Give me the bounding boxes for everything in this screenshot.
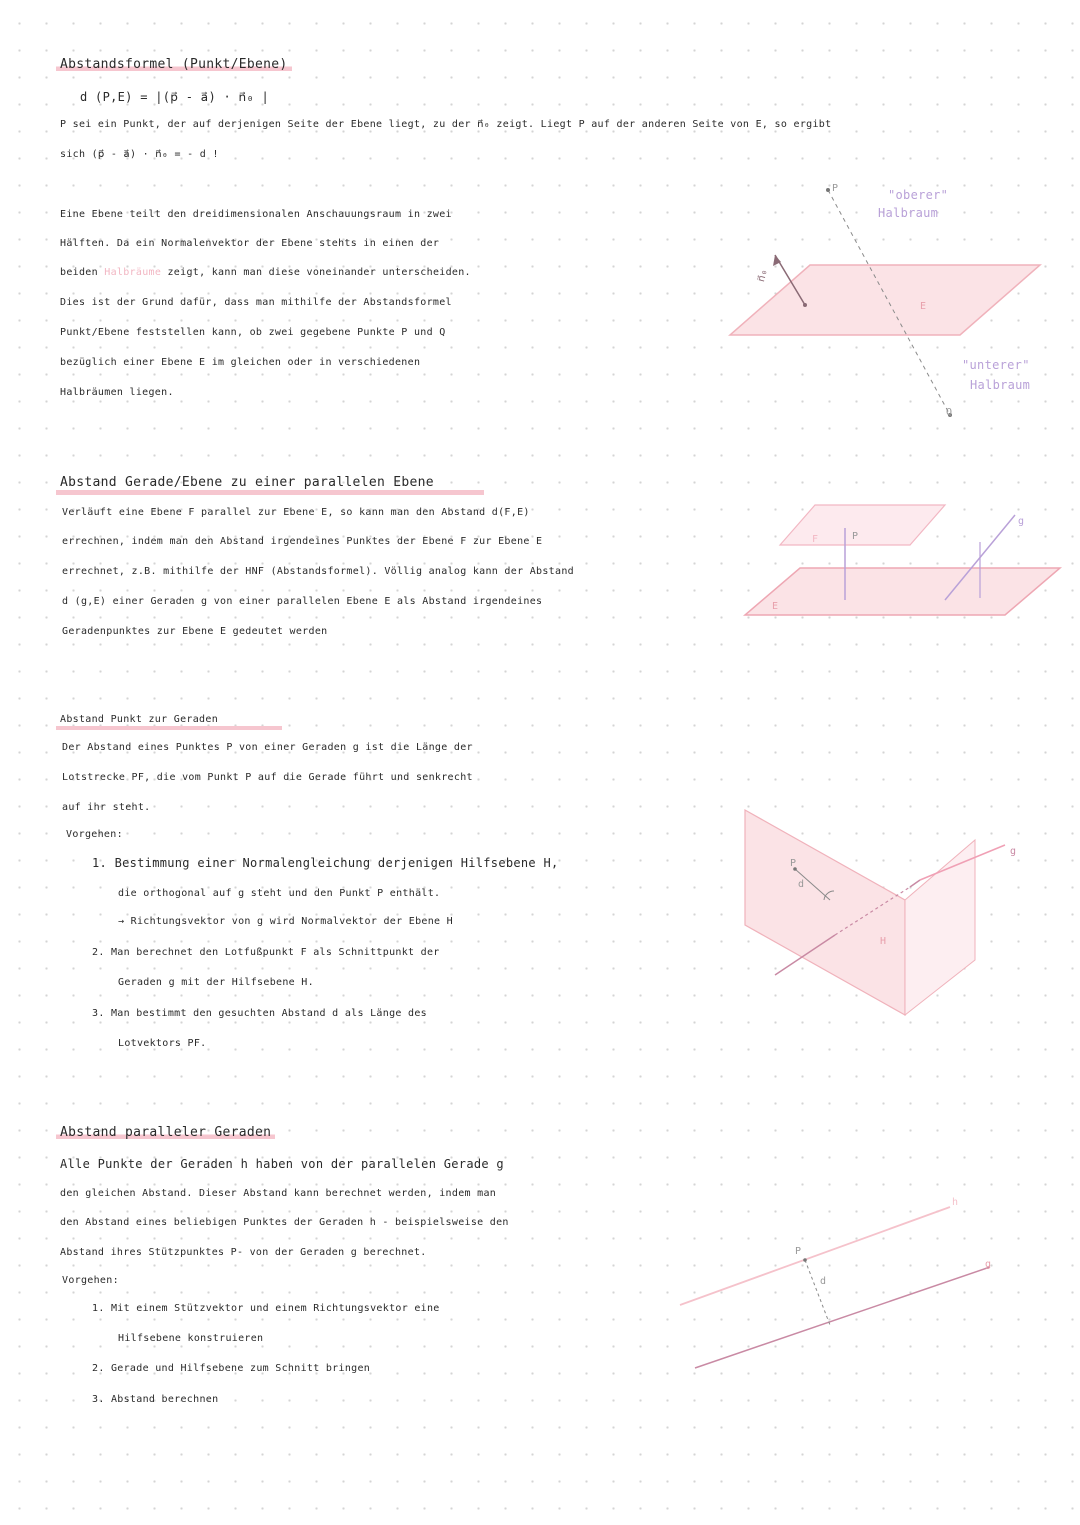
sec5-line-4: Abstand ihres Stützpunktes P- von der Geraden g berechnet. (60, 1247, 427, 1258)
line-h (680, 1207, 950, 1305)
section-title-parallele-geraden: Abstand paralleler Geraden (60, 1126, 275, 1140)
parallel-lines-diagram (670, 1195, 1070, 1370)
title-underline (56, 490, 484, 495)
sec4-step-2b: Geraden g mit der Hilfsebene H. (118, 977, 314, 988)
point-line-diagram (740, 805, 1070, 1020)
sec2-line-1: Eine Ebene teilt den dreidimensionalen Anschauungsraum in zwei (60, 209, 452, 220)
label-n0: n⃗₀ (755, 267, 770, 284)
sec5-step-1a: 1. Mit einem Stützvektor und einem Richtungsvektor eine (92, 1303, 440, 1314)
sec3-line-3: errechnet, z.B. mithilfe der HNF (Abstandsformel). Völlig analog kann der Abstand (62, 566, 574, 577)
sec4-step-2a: 2. Man berechnet den Lotfußpunkt F als Schnittpunkt der (92, 947, 440, 958)
label-d-pointline: d (798, 879, 805, 890)
sec4-line-3: auf ihr steht. (62, 802, 151, 813)
sec1-text-line-2: sich (p⃗ - a⃗) · n⃗₀ = - d ! (60, 149, 219, 160)
sec4-step-1a: 1. Bestimmung einer Normalengleichung derjenigen Hilfsebene H, (92, 856, 559, 870)
sec4-line-2: Lotstrecke PF, die vom Punkt P auf die Gerade führt und senkrecht (62, 772, 473, 783)
sec2-line-3-c: zeigt, kann man diese voneinander unterscheiden. (167, 267, 471, 278)
section-title-abstandsformel: Abstandsformel (Punkt/Ebene) (60, 58, 292, 72)
section-title-gerade-ebene: Abstand Gerade/Ebene zu einer parallelen Ebene (60, 475, 434, 490)
title-underline-4 (56, 726, 282, 730)
label-h-parallel: h (952, 1197, 959, 1208)
section-title-punkt-gerade: Abstand Punkt zur Geraden (60, 714, 219, 725)
sec2-line-5: Punkt/Ebene feststellen kann, ob zwei gegebene Punkte P und Q (60, 327, 446, 338)
sec2-line-2: Hälften. Da ein Normalenvektor der Ebene stehts in einen der (60, 238, 440, 249)
label-halbraum-lower: Halbraum (970, 378, 1031, 392)
plane-e-lower (745, 568, 1060, 615)
sec4-line-1: Der Abstand eines Punktes P von einer Geraden g ist die Länge der (62, 742, 473, 753)
plane-f (780, 505, 945, 545)
distance-d (805, 1260, 830, 1325)
label-p-parallel: P (795, 1246, 802, 1257)
label-g-pointline: g (1010, 846, 1017, 857)
formula-distance-point-plane: d (P,E) = |(p⃗ - a⃗) · n⃗₀ | (80, 90, 270, 104)
line-g-parallel (695, 1267, 990, 1368)
sec5-line-1: Alle Punkte der Geraden h haben von der parallelen Gerade g (60, 1157, 504, 1171)
sec5-step-2: 2. Gerade und Hilfsebene zum Schnitt bringen (92, 1363, 371, 1374)
hilfsebene-h (745, 810, 905, 1015)
sec3-line-1: Verläuft eine Ebene F parallel zur Ebene E, so kann man den Abstand d(F,E) (62, 507, 530, 518)
sec2-line-4: Dies ist der Grund dafür, dass man mithilfe der Abstandsformel (60, 297, 452, 308)
sec2-line-3-a: beiden (60, 267, 98, 278)
sec5-line-3: den Abstand eines beliebigen Punktes der Geraden h - beispielsweise den (60, 1217, 509, 1228)
sec5-step-1b: Hilfsebene konstruieren (118, 1333, 264, 1344)
label-halbraum-upper: Halbraum (878, 206, 939, 220)
label-oberer: "oberer" (888, 188, 949, 202)
sec2-line-6: bezüglich einer Ebene E im gleichen oder in verschiedenen (60, 357, 421, 368)
halbraeume-highlight: Halbräume (104, 267, 162, 278)
sec5-step-3: 3. Abstand berechnen (92, 1394, 219, 1405)
label-g-planes: g (1018, 516, 1025, 527)
label-h-pointline: H (880, 936, 887, 947)
label-e-halfspace: E (920, 301, 927, 312)
sec4-vorgehen: Vorgehen: (66, 829, 123, 840)
sec4-step-3a: 3. Man bestimmt den gesuchten Abstand d als Länge des (92, 1008, 427, 1019)
point-p (826, 188, 830, 192)
plane-e (730, 265, 1040, 335)
label-e-planes: E (772, 601, 779, 612)
sec4-step-1c: → Richtungsvektor von g wird Normalvektor der Ebene H (118, 916, 453, 927)
label-p-planes: P (852, 531, 859, 542)
sec4-step-3b: Lotvektors PF. (118, 1038, 207, 1049)
sec3-line-2: errechnen, indem man den Abstand irgendeines Punktes der Ebene F zur Ebene E (62, 536, 543, 547)
sec2-line-3 (60, 266, 471, 280)
label-d-parallel: d (820, 1276, 827, 1287)
label-f: F (812, 534, 819, 545)
label-p-halfspace: P (832, 183, 839, 194)
sec3-line-4: d (g,E) einer Geraden g von einer parallelen Ebene E als Abstand irgendeines (62, 596, 543, 607)
label-g-parallel: g (985, 1259, 992, 1270)
sec4-step-1b: die orthogonal auf g steht und den Punkt P enthält. (118, 888, 441, 899)
sec1-text-line-1: P sei ein Punkt, der auf derjenigen Seite der Ebene liegt, zu der n⃗₀ zeigt. Liegt P auf der anderen Seite von E, so ergibt (60, 119, 832, 130)
sec5-vorgehen: Vorgehen: (62, 1275, 119, 1286)
sec5-line-2: den gleichen Abstand. Dieser Abstand kann berechnet werden, indem man (60, 1188, 497, 1199)
sec3-line-5: Geradenpunktes zur Ebene E gedeutet werden (62, 626, 328, 637)
sec2-line-7: Halbräumen liegen. (60, 387, 174, 398)
label-q-halfspace: Q (946, 407, 953, 418)
label-unterer: "unterer" (962, 358, 1030, 372)
label-p-pointline: P (790, 858, 797, 869)
